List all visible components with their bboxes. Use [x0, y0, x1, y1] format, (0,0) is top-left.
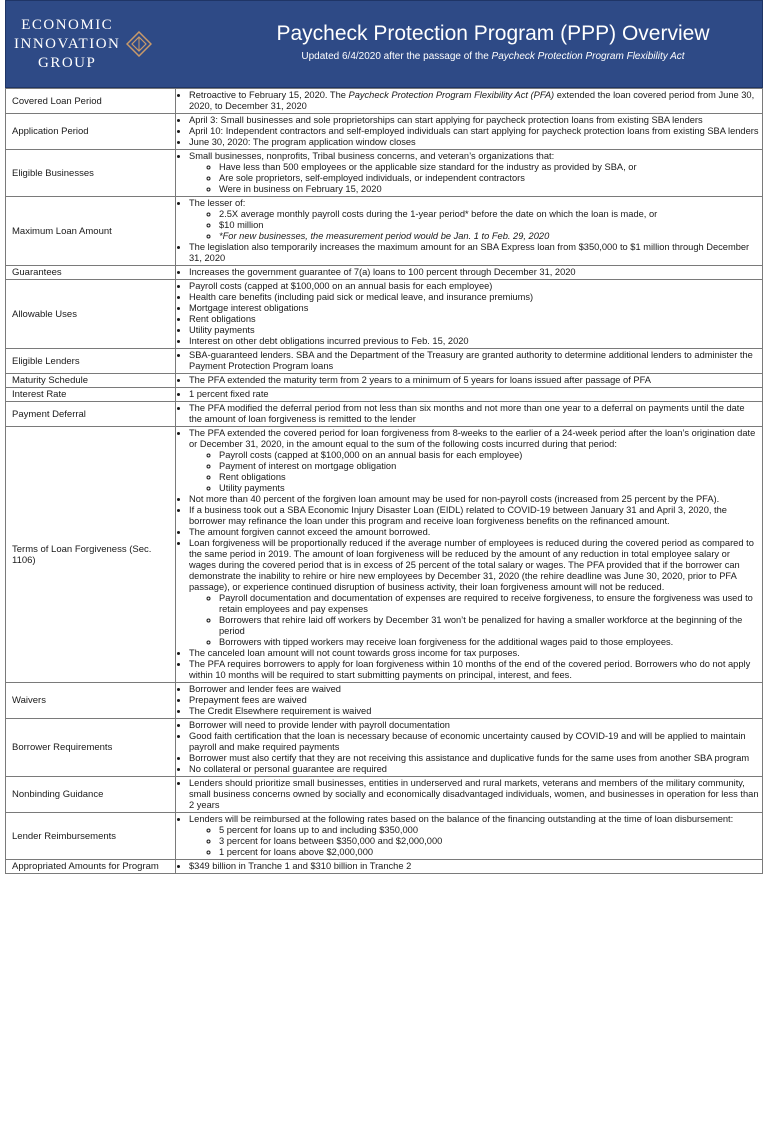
item-text: Rent obligations — [219, 472, 286, 482]
item-text: The Credit Elsewhere requirement is waived — [189, 706, 372, 716]
sub-list-item — [219, 220, 759, 231]
row-label: Allowable Uses — [6, 280, 176, 349]
row-content — [176, 860, 763, 874]
item-text: Borrower and lender fees are waived — [189, 684, 341, 694]
list-item — [189, 389, 759, 400]
table-row — [6, 89, 763, 114]
bullet-list — [179, 684, 759, 717]
table-row — [6, 374, 763, 388]
item-text: 1 percent for loans above $2,000,000 — [219, 847, 374, 857]
list-item — [189, 778, 759, 811]
item-text: Good faith certification that the loan is necessary because of economic uncertainty caused by COVID-19 and will be applied to maintain payroll and make required payments — [189, 731, 746, 752]
list-item — [189, 684, 759, 695]
item-text: The legislation also temporarily increases the maximum amount for an SBA Express loan from $350,000 to $1 million through December 31, 2020 — [189, 242, 750, 263]
item-text: 1 percent fixed rate — [189, 389, 269, 399]
table-row — [6, 719, 763, 777]
row-content — [176, 813, 763, 860]
table-row — [6, 777, 763, 813]
item-text: Lenders should prioritize small businesses, entities in underserved and rural markets, veterans and members of the military community, small business concerns owned by socially and economically disadvantaged individuals, women, and businesses in operation for less than 2 years — [189, 778, 759, 810]
bullet-list — [179, 814, 759, 858]
item-text: Increases the government guarantee of 7(a) loans to 100 percent through December 31, 2020 — [189, 267, 576, 277]
item-text: The PFA extended the covered period for loan forgiveness from 8-weeks to the earlier of a 24-week period after the loan’s origination date or December 31, 2020, in the amount equal to the sum of the following costs incurred during that period: — [189, 428, 756, 449]
item-text: April 3: Small businesses and sole proprietorships can start applying for paycheck protection loans from existing SBA lenders — [189, 115, 703, 125]
list-item — [189, 695, 759, 706]
item-text: Loan forgiveness will be proportionally reduced if the average number of employees is reduced during the covered period as compared to the same period in 2019. The amount of loan forgiveness will be reduced by the amount of any reduction in total employee salary or wages during the covered period that is in excess of 25 percent of the total salary or wages. The PFA provided that if the borrower can demonstrate the inability to rehire or hire new employees by December 31, 2020 (the rehire deadline was June 30, 2020, prior to PFA passage), or experience continued disruption of business activity, their loan forgiveness amount will not be reduced. — [189, 538, 754, 592]
row-content — [176, 388, 763, 402]
item-italic-text: Paycheck Protection Program Flexibility Act (PFA) — [348, 90, 555, 100]
row-content — [176, 89, 763, 114]
bullet-list — [179, 720, 759, 775]
list-item — [189, 267, 759, 278]
item-text: Payroll documentation and documentation of expenses are required to receive forgiveness, to ensure the forgiveness was used to retain employees and pay expenses — [219, 593, 753, 614]
list-item — [189, 538, 759, 648]
sub-list — [189, 593, 759, 648]
item-text: No collateral or personal guarantee are required — [189, 764, 387, 774]
row-content — [176, 719, 763, 777]
table-row — [6, 349, 763, 374]
table-row — [6, 150, 763, 197]
table-row — [6, 197, 763, 266]
list-item — [189, 375, 759, 386]
item-text: Borrowers that rehire laid off workers by December 31 won’t be penalized for having a smaller workforce at the beginning of the period — [219, 615, 743, 636]
sub-list-item — [219, 615, 759, 637]
table-row — [6, 683, 763, 719]
sub-list-item — [219, 450, 759, 461]
list-item — [189, 336, 759, 347]
bullet-list — [179, 778, 759, 811]
list-item — [189, 281, 759, 292]
row-content — [176, 114, 763, 150]
sub-list-item — [219, 836, 759, 847]
row-label: Interest Rate — [6, 388, 176, 402]
sub-list-item — [219, 472, 759, 483]
item-text: Not more than 40 percent of the forgiven loan amount may be used for non-payroll costs (increased from 25 percent by the PFA). — [189, 494, 720, 504]
table-row — [6, 427, 763, 683]
item-text: June 30, 2020: The program application window closes — [189, 137, 416, 147]
row-label: Covered Loan Period — [6, 89, 176, 114]
table-row — [6, 114, 763, 150]
list-item — [189, 527, 759, 538]
row-content — [176, 402, 763, 427]
item-text: 3 percent for loans between $350,000 and $2,000,000 — [219, 836, 443, 846]
sub-list-item — [219, 231, 759, 242]
row-label: Waivers — [6, 683, 176, 719]
logo-line: INNOVATION — [14, 35, 121, 52]
bullet-list — [179, 428, 759, 681]
list-item — [189, 494, 759, 505]
item-text: Utility payments — [219, 483, 285, 493]
bullet-list — [179, 389, 759, 400]
list-item — [189, 303, 759, 314]
list-item — [189, 115, 759, 126]
item-text: $10 million — [219, 220, 264, 230]
item-text: 5 percent for loans up to and including $350,000 — [219, 825, 418, 835]
logo — [6, 1, 224, 87]
row-content — [176, 683, 763, 719]
sub-list-item — [219, 593, 759, 615]
sub-list-item — [219, 173, 759, 184]
list-item — [189, 90, 759, 112]
table-row — [6, 813, 763, 860]
logo-line: GROUP — [38, 54, 97, 71]
item-text: Borrower will need to provide lender with payroll documentation — [189, 720, 450, 730]
sub-list-item — [219, 162, 759, 173]
bullet-list — [179, 403, 759, 425]
item-text: The PFA extended the maturity term from 2 years to a minimum of 5 years for loans issued after passage of PFA — [189, 375, 651, 385]
row-label: Borrower Requirements — [6, 719, 176, 777]
row-label: Appropriated Amounts for Program — [6, 860, 176, 874]
logo-emblem-icon — [126, 31, 152, 57]
item-text: Payroll costs (capped at $100,000 on an annual basis for each employee) — [219, 450, 523, 460]
item-text: Lenders will be reimbursed at the following rates based on the balance of the financing outstanding at the time of loan disbursement: — [189, 814, 734, 824]
sub-list-item — [219, 209, 759, 220]
item-text: April 10: Independent contractors and self-employed individuals can start applying for paycheck protection loans from existing SBA lenders — [189, 126, 759, 136]
item-text: Have less than 500 employees or the applicable size standard for the industry as provided by SBA, or — [219, 162, 637, 172]
sub-list-item — [219, 847, 759, 858]
bullet-list — [179, 115, 759, 148]
row-content — [176, 374, 763, 388]
item-text: The canceled loan amount will not count towards gross income for tax purposes. — [189, 648, 520, 658]
row-content — [176, 349, 763, 374]
logo-text — [14, 16, 120, 73]
item-text: Small businesses, nonprofits, Tribal business concerns, and veteran’s organizations that: — [189, 151, 555, 161]
list-item — [189, 151, 759, 195]
row-content — [176, 777, 763, 813]
row-content — [176, 280, 763, 349]
list-item — [189, 753, 759, 764]
page-title: Paycheck Protection Program (PPP) Overview — [276, 22, 710, 45]
list-item — [189, 198, 759, 242]
item-text: Mortgage interest obligations — [189, 303, 309, 313]
bullet-list — [179, 90, 759, 112]
list-item — [189, 731, 759, 753]
item-text: Interest on other debt obligations incurred previous to Feb. 15, 2020 — [189, 336, 469, 346]
subtitle-italic: Paycheck Protection Program Flexibility Act — [491, 51, 685, 62]
item-text: The amount forgiven cannot exceed the amount borrowed. — [189, 527, 431, 537]
document-page — [5, 0, 763, 874]
row-content — [176, 150, 763, 197]
item-text: extended the loan covered period from June 30, 2020, to December 31, 2020 — [189, 90, 755, 111]
bullet-list — [179, 350, 759, 372]
list-item — [189, 814, 759, 858]
item-text: Health care benefits (including paid sick or medical leave, and insurance premiums) — [189, 292, 534, 302]
sub-list — [189, 162, 759, 195]
bullet-list — [179, 281, 759, 347]
item-text: The lesser of: — [189, 198, 246, 208]
list-item — [189, 314, 759, 325]
item-text: Borrower must also certify that they are not receiving this assistance and duplicative funds for the same uses from another SBA program — [189, 753, 750, 763]
logo-line: ECONOMIC — [21, 16, 114, 33]
item-text: The PFA requires borrowers to apply for loan forgiveness within 10 months of the end of the covered period. Borrowers who do not apply within 10 months will be required to start submitting payments on principal, interest, and fees. — [189, 659, 751, 680]
bullet-list — [179, 267, 759, 278]
list-item — [189, 659, 759, 681]
item-text: Prepayment fees are waived — [189, 695, 307, 705]
list-item — [189, 137, 759, 148]
list-item — [189, 126, 759, 137]
sub-list-item — [219, 637, 759, 648]
item-text: Were in business on February 15, 2020 — [219, 184, 382, 194]
item-text: Utility payments — [189, 325, 255, 335]
list-item — [189, 325, 759, 336]
item-text: If a business took out a SBA Economic Injury Disaster Loan (EIDL) related to COVID-19 between January 31 and April 3, 2020, the borrower may refinance the loan under this program and receive loan forgiveness benefits on the refinanced amount. — [189, 505, 727, 526]
row-label: Application Period — [6, 114, 176, 150]
header-banner — [5, 0, 763, 88]
list-item — [189, 505, 759, 527]
row-content — [176, 266, 763, 280]
table-row — [6, 402, 763, 427]
list-item — [189, 648, 759, 659]
row-content — [176, 427, 763, 683]
list-item — [189, 403, 759, 425]
row-label: Eligible Businesses — [6, 150, 176, 197]
item-text: Rent obligations — [189, 314, 256, 324]
sub-list — [189, 209, 759, 242]
row-label: Nonbinding Guidance — [6, 777, 176, 813]
list-item — [189, 350, 759, 372]
list-item — [189, 861, 759, 872]
list-item — [189, 720, 759, 731]
table-row — [6, 860, 763, 874]
item-text: The PFA modified the deferral period from not less than six months and not more than one year to a deferral on payments until the date the amount of loan forgiveness is remitted to the lender — [189, 403, 745, 424]
bullet-list — [179, 375, 759, 386]
row-label: Lender Reimbursements — [6, 813, 176, 860]
item-italic-text: *For new businesses, the measurement period would be Jan. 1 to Feb. 29, 2020 — [219, 231, 550, 241]
title-block — [224, 1, 762, 87]
item-text: SBA-guaranteed lenders. SBA and the Department of the Treasury are granted authority to determine additional lenders to administer the Payment Protection Program loans — [189, 350, 753, 371]
sub-list-item — [219, 461, 759, 472]
sub-list — [189, 450, 759, 494]
row-label: Guarantees — [6, 266, 176, 280]
sub-list-item — [219, 825, 759, 836]
item-text: Payroll costs (capped at $100,000 on an annual basis for each employee) — [189, 281, 493, 291]
sub-list-item — [219, 184, 759, 195]
list-item — [189, 292, 759, 303]
row-label: Eligible Lenders — [6, 349, 176, 374]
table-row — [6, 280, 763, 349]
item-text: $349 billion in Tranche 1 and $310 billion in Tranche 2 — [189, 861, 412, 871]
sub-list-item — [219, 483, 759, 494]
row-content — [176, 197, 763, 266]
sub-list — [189, 825, 759, 858]
row-label: Maximum Loan Amount — [6, 197, 176, 266]
overview-table — [5, 88, 763, 874]
list-item — [189, 706, 759, 717]
item-text: 2.5X average monthly payroll costs during the 1-year period* before the date on which the loan is made, or — [219, 209, 658, 219]
table-row — [6, 266, 763, 280]
list-item — [189, 428, 759, 494]
bullet-list — [179, 151, 759, 195]
item-text: Retroactive to February 15, 2020. The — [189, 90, 349, 100]
item-text: Are sole proprietors, self-employed individuals, or independent contractors — [219, 173, 525, 183]
subtitle-prefix: Updated 6/4/2020 after the passage of the — [301, 51, 492, 62]
row-label: Maturity Schedule — [6, 374, 176, 388]
item-text: Borrowers with tipped workers may receive loan forgiveness for the additional wages paid to those employees. — [219, 637, 674, 647]
bullet-list — [179, 861, 759, 872]
table-row — [6, 388, 763, 402]
row-label: Payment Deferral — [6, 402, 176, 427]
list-item — [189, 764, 759, 775]
list-item — [189, 242, 759, 264]
item-text: Payment of interest on mortgage obligation — [219, 461, 397, 471]
row-label: Terms of Loan Forgiveness (Sec. 1106) — [6, 427, 176, 683]
page-subtitle — [224, 51, 762, 62]
bullet-list — [179, 198, 759, 264]
